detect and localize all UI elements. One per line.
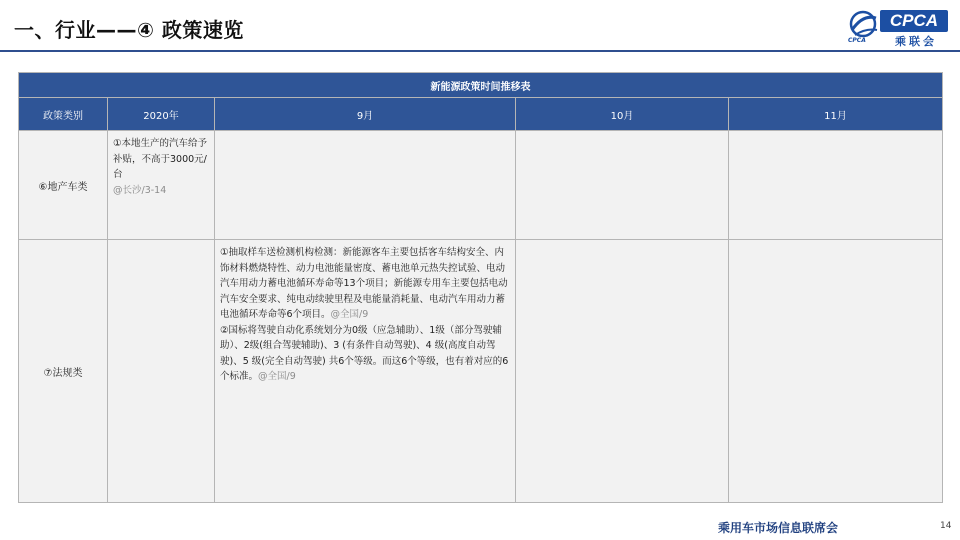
footer-organization: 乘用车市场信息联席会 [718, 521, 839, 535]
column-header-oct: 10月 [516, 98, 729, 131]
policy-text: ①本地生产的汽车给予补贴，不高于3000元/台 [113, 138, 208, 180]
column-header-nov: 11月 [729, 98, 943, 131]
table-row [19, 240, 943, 503]
policy-paragraph [220, 323, 509, 385]
cpca-logo [846, 6, 950, 46]
table-row [19, 131, 943, 240]
policy-timeline-table [18, 72, 943, 503]
policy-source: @全国/9 [258, 371, 296, 382]
policy-source: @全国/9 [330, 309, 369, 320]
page-number: 14 [940, 521, 952, 531]
policy-text: ①抽取样车送检测机构检测：新能源客车主要包括客车结构安全、内饰材料燃烧特性、动力电池能量密度、蓄电池单元热失控试验、电动汽车用动力蓄电池循环寿命等13个项目；新能源专用车主要包括电动汽车安全要求、纯电动续驶里程及电能量消耗量、电动汽车用动力蓄电池循环寿命等6个项目。 [220, 247, 508, 320]
column-header-2020: 2020年 [108, 98, 215, 131]
slide-title: 一、行业——④ 政策速览 [14, 18, 244, 42]
logo-subtitle: 乘联会 [895, 35, 937, 48]
cell-nov [729, 131, 943, 240]
column-header-sep: 9月 [215, 98, 516, 131]
table-caption: 新能源政策时间推移表 [19, 73, 943, 98]
policy-source: @长沙/3-14 [113, 184, 167, 196]
cell-sep [215, 131, 516, 240]
cell-oct [516, 131, 729, 240]
cell-nov [729, 240, 943, 503]
cell-oct [516, 240, 729, 503]
column-header-category: 政策类别 [19, 98, 108, 131]
title-divider [0, 50, 960, 52]
cell-2020 [108, 240, 215, 503]
cell-2020 [108, 131, 215, 240]
policy-text: ②国标将驾驶自动化系统划分为0级（应急辅助）、1级（部分驾驶辅助）、2级(组合驾驶辅助)、3 (有条件自动驾驶)、4 级(高度自动驾驶)、5 级(完全自动驾驶) 共6个等级。而这6个等级，也有着对应的6个标准。 [220, 324, 509, 382]
policy-table-container [18, 72, 942, 502]
policy-paragraph [220, 245, 509, 323]
logo-tagline: CPCA [848, 37, 866, 44]
row-category-cell: ⑥地产车类 [19, 131, 108, 240]
cell-sep [215, 240, 516, 503]
logo-wordmark: CPCA [880, 10, 948, 32]
row-category-cell: ⑦法规类 [19, 240, 108, 503]
